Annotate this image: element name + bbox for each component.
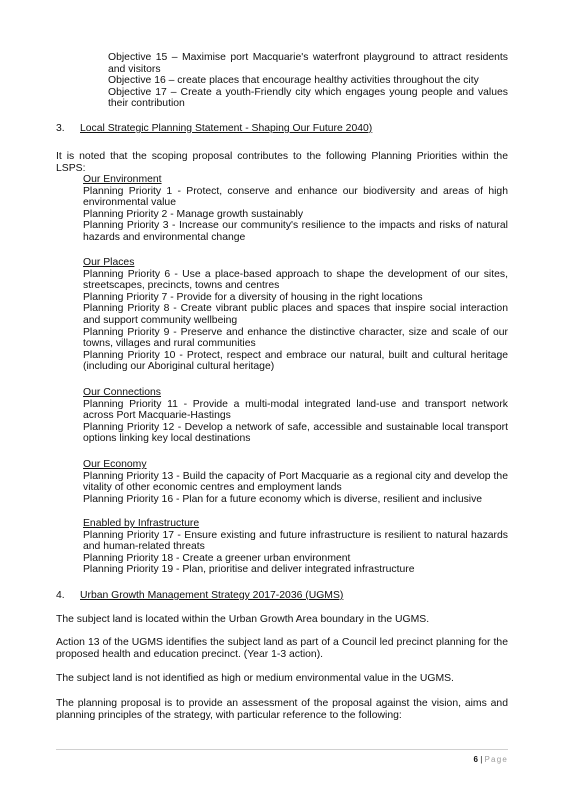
section-3-number: 3. <box>56 123 65 134</box>
priority-group-environment <box>83 174 508 244</box>
priority-group-places <box>83 257 508 373</box>
priority-item: Planning Priority 1 - Protect, conserve and enhance our biodiversity and areas of high environmental value <box>83 185 508 209</box>
priority-item: Planning Priority 3 - Increase our community's resilience to the impacts and risks of natural hazards and environmental change <box>83 220 508 243</box>
priority-item: Planning Priority 6 - Use a place-based approach to shape the development of our sites, streetscapes, precincts, towns and centres <box>83 268 508 292</box>
priority-item: Planning Priority 11 - Provide a multi-modal integrated land-use and transport network across Port Macquarie-Hastings <box>83 398 508 422</box>
objective-17: Objective 17 – Create a youth-Friendly city which engages young people and values their contribution <box>108 86 508 110</box>
footer-separator: | <box>480 755 483 764</box>
group-title: Our Connections <box>83 387 161 398</box>
priority-group-infrastructure <box>83 518 508 576</box>
priority-item: Planning Priority 17 - Ensure existing and future infrastructure is resilient to natural hazards and human-related threats <box>83 529 508 553</box>
priority-group-economy <box>83 459 508 505</box>
section-4-paragraph: Action 13 of the UGMS identifies the subject land as part of a Council led precinct planning for the proposed health and education precinct. (Year 1-3 action). <box>56 637 508 660</box>
section-4-paragraph: The subject land is located within the Urban Growth Area boundary in the UGMS. <box>56 614 430 625</box>
page-label: Page <box>484 755 508 764</box>
priority-item: Planning Priority 7 - Provide for a diversity of housing in the right locations <box>83 291 423 303</box>
priority-group-connections <box>83 387 508 445</box>
objective-15: Objective 15 – Maximise port Macquarie's waterfront playground to attract residents and visitors <box>108 52 508 75</box>
footer-divider <box>56 749 508 750</box>
page-number: 6 <box>473 755 478 764</box>
group-title: Our Economy <box>83 459 147 470</box>
priority-item: Planning Priority 18 - Create a greener urban environment <box>83 552 351 564</box>
section-3-heading <box>56 123 372 135</box>
group-title: Our Environment <box>83 174 162 185</box>
section-4-title: Urban Growth Management Strategy 2017-2036 (UGMS) <box>80 590 344 601</box>
priority-item: Planning Priority 13 - Build the capacity of Port Macquarie as a regional city and develop the vitality of other economic centres and employment lands <box>83 470 508 494</box>
section-4-number: 4. <box>56 590 65 601</box>
priority-item: Planning Priority 16 - Plan for a future economy which is diverse, resilient and inclusive <box>83 493 483 505</box>
section-4-paragraph: The subject land is not identified as high or medium environmental value in the UGMS. <box>56 673 454 684</box>
group-title: Enabled by Infrastructure <box>83 518 200 529</box>
objectives-list <box>108 52 508 110</box>
priority-item: Planning Priority 2 - Manage growth sustainably <box>83 208 304 220</box>
objective-16: Objective 16 – create places that encourage healthy activities throughout the city <box>108 75 479 87</box>
priority-item: Planning Priority 19 - Plan, prioritise and deliver integrated infrastructure <box>83 564 415 576</box>
priority-item: Planning Priority 10 - Protect, respect and embrace our natural, built and cultural heritage (including our Aboriginal cultural heritage) <box>83 349 508 373</box>
priority-item: Planning Priority 9 - Preserve and enhance the distinctive character, size and scale of our towns, villages and rural communities <box>83 326 508 350</box>
priority-item: Planning Priority 12 - Develop a network of safe, accessible and sustainable local transport options linking key local destinations <box>83 421 508 445</box>
section-4-heading <box>56 590 343 602</box>
section-3-title: Local Strategic Planning Statement - Shaping Our Future 2040) <box>80 123 373 134</box>
page-footer <box>474 755 508 765</box>
group-title: Our Places <box>83 257 135 268</box>
section-3-intro: It is noted that the scoping proposal contributes to the following Planning Priorities within the LSPS: <box>56 151 508 174</box>
priority-item: Planning Priority 8 - Create vibrant public places and spaces that inspire social interaction and support community wellbeing <box>83 303 508 326</box>
section-4-paragraph: The planning proposal is to provide an assessment of the proposal against the vision, aims and planning principles of the strategy, with particular reference to the following: <box>56 698 508 721</box>
